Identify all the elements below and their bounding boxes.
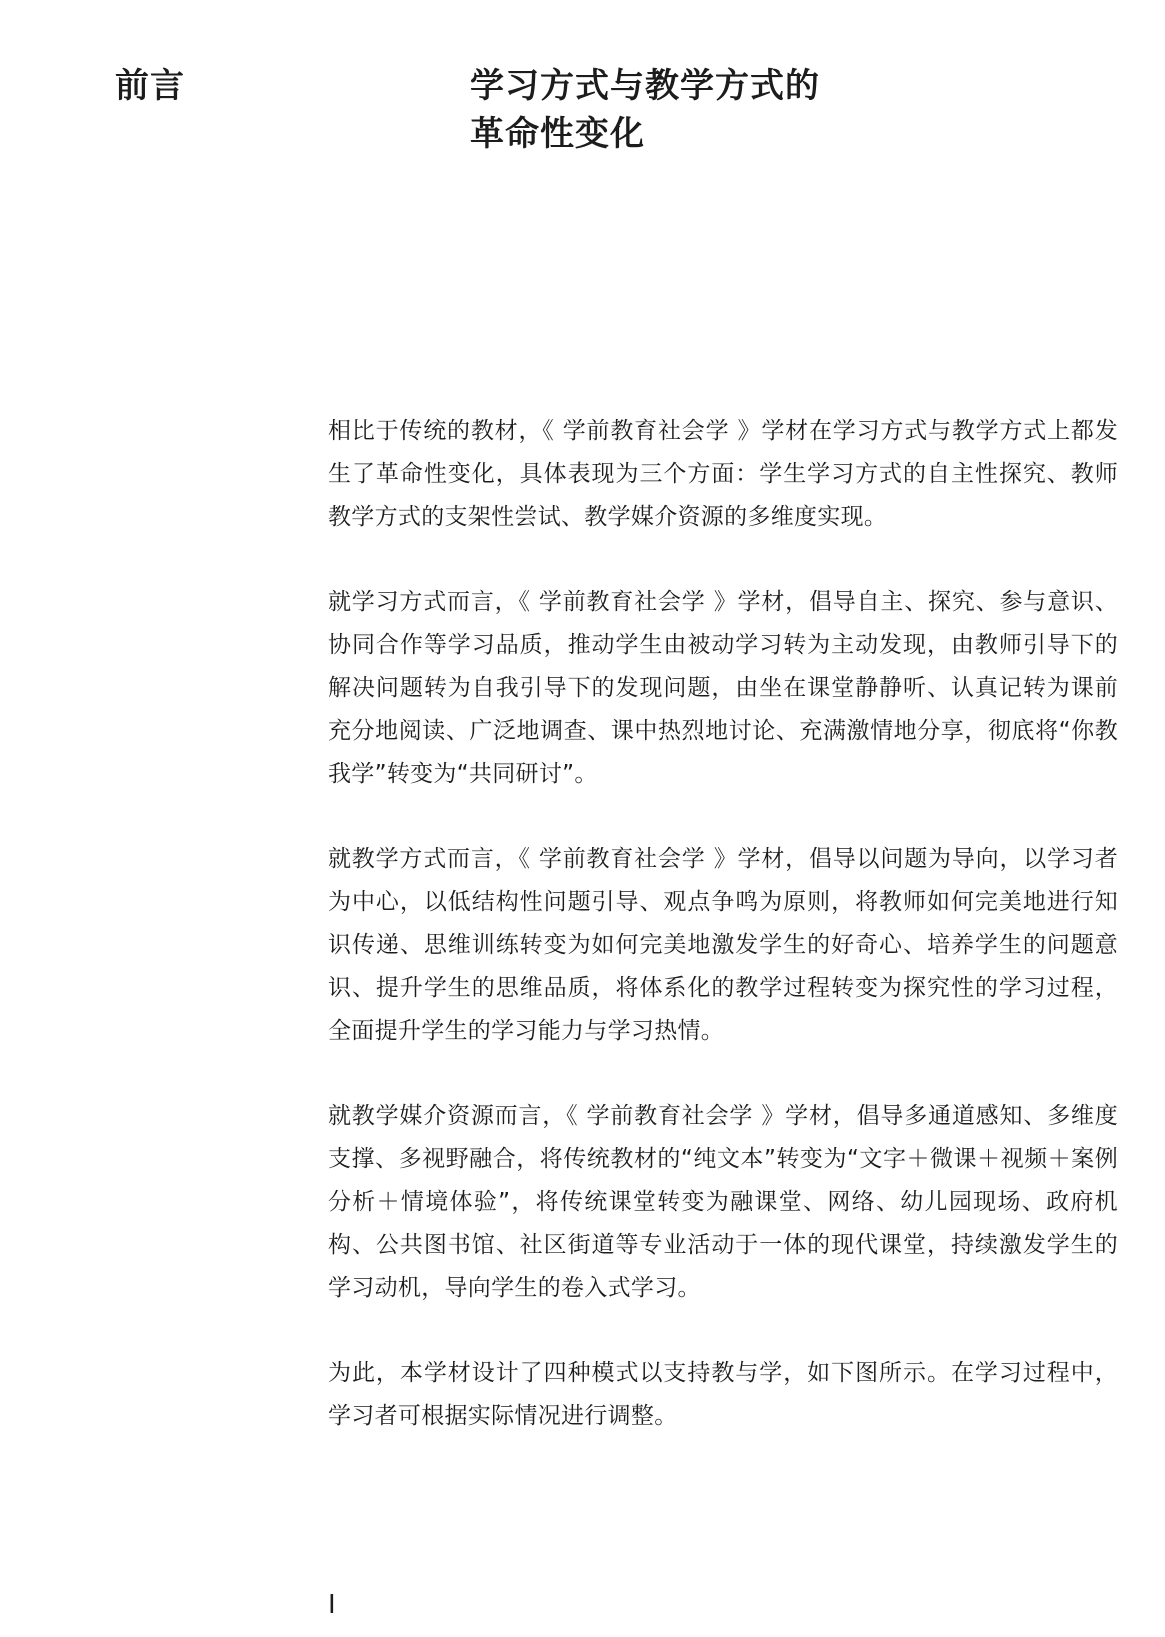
paragraph-intro: 相比于传统的教材，《 学前教育社会学 》学材在学习方式与教学方式上都发生了革命性变化，具体表现为三个方面：学生学习方式的自主性探究、教师教学方式的支架性尝试、教学媒介资源的多维度实现。 [328, 418, 1118, 530]
chapter-title-line-1: 学习方式与教学方式的 [470, 66, 820, 106]
body-text [328, 410, 1118, 1480]
chapter-title [470, 62, 820, 158]
paragraph-media-resources: 就教学媒介资源而言，《 学前教育社会学 》学材，倡导多通道感知、多维度支撑、多视野融合，将传统教材的“纯文本”转变为“文字＋微课＋视频＋案例分析＋情境体验”，将传统课堂转变为融课堂、网络、幼儿园现场、政府机构、公共图书馆、社区街道等专业活动于一体的现代课堂，持续激发学生的学习动机，导向学生的卷入式学习。 [328, 1103, 1118, 1301]
page-number: I [328, 1590, 336, 1620]
paragraph-learning-method: 就学习方式而言，《 学前教育社会学 》学材，倡导自主、探究、参与意识、协同合作等学习品质，推动学生由被动学习转为主动发现，由教师引导下的解决问题转为自我引导下的发现问题，由坐在课堂静静听、认真记转为课前充分地阅读、广泛地调查、课中热烈地讨论、充满激情地分享，彻底将“你教我学”转变为“共同研讨”。 [328, 589, 1118, 787]
section-label: 前言 [115, 66, 185, 106]
paragraph-teaching-method: 就教学方式而言，《 学前教育社会学 》学材，倡导以问题为导向，以学习者为中心，以低结构性问题引导、观点争鸣为原则，将教师如何完美地进行知识传递、思维训练转变为如何完美地激发学生的好奇心、培养学生的问题意识、提升学生的思维品质，将体系化的教学过程转变为探究性的学习过程，全面提升学生的学习能力与学习热情。 [328, 846, 1118, 1044]
chapter-title-line-2: 革命性变化 [470, 114, 645, 154]
paragraph-conclusion: 为此，本学材设计了四种模式以支持教与学，如下图所示。在学习过程中，学习者可根据实际情况进行调整。 [328, 1360, 1118, 1429]
